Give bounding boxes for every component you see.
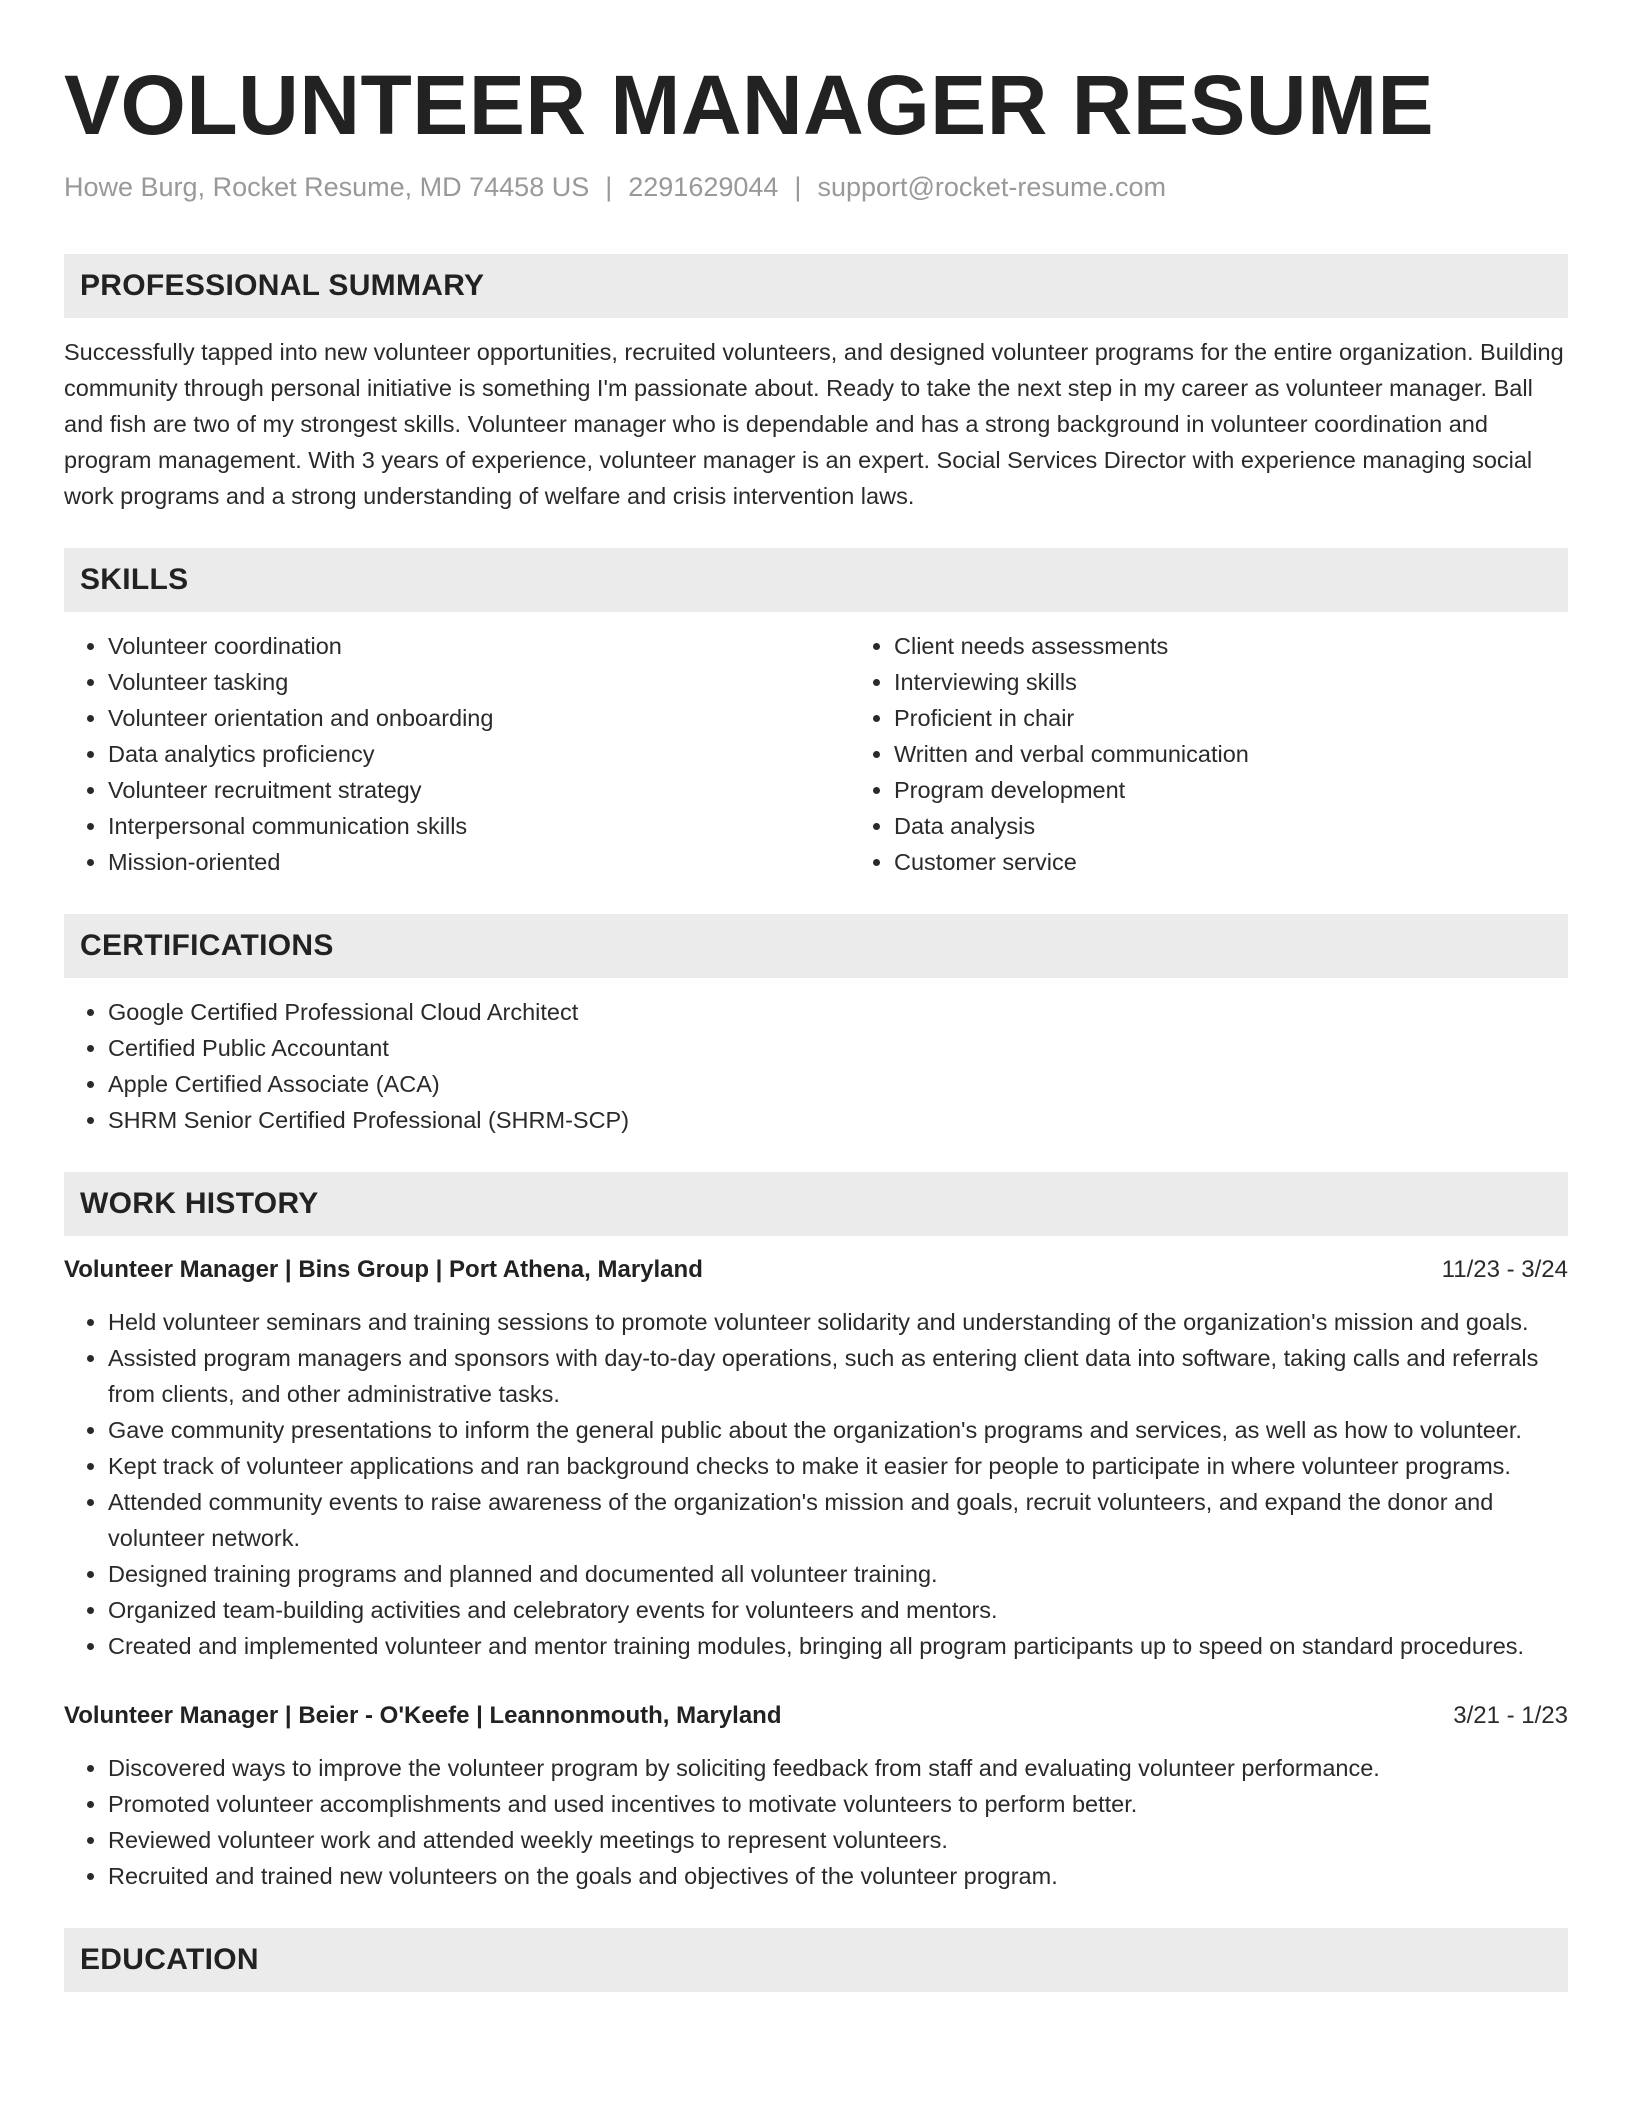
skill-item: • Client needs assessments [894, 628, 1632, 664]
job-bullet: • Gave community presentations to inform the general public about the organization's programs and services, as well as how to volunteer. [108, 1412, 1568, 1448]
contact-email: support@rocket-resume.com [817, 172, 1166, 202]
education-section-header: EDUCATION [64, 1928, 1568, 1992]
job-bullet: • Designed training programs and planned and documented all volunteer training. [108, 1556, 1568, 1592]
job-header [64, 1252, 1568, 1288]
skills-section-header: SKILLS [64, 548, 1568, 612]
contact-separator: | [605, 172, 613, 202]
job-bullets [64, 1750, 1568, 1894]
contact-line [64, 170, 1568, 204]
job-bullet: • Held volunteer seminars and training sessions to promote volunteer solidarity and understanding of the organization's mission and goals. [108, 1304, 1568, 1340]
job-dates: 3/21 - 1/23 [1453, 1702, 1568, 1729]
skill-item: • Volunteer recruitment strategy [108, 772, 850, 808]
skill-item: • Interpersonal communication skills [108, 808, 850, 844]
certification-item: • Certified Public Accountant [108, 1030, 1568, 1066]
certifications-list [64, 994, 1568, 1138]
skills-list-right [850, 628, 1632, 880]
certification-item: • Google Certified Professional Cloud Architect [108, 994, 1568, 1030]
job-bullet: • Discovered ways to improve the volunteer program by soliciting feedback from staff and evaluating volunteer performance. [108, 1750, 1568, 1786]
skills-grid [64, 628, 1568, 880]
resume-page [64, 0, 1568, 1992]
skill-item: • Proficient in chair [894, 700, 1632, 736]
skill-item: • Volunteer coordination [108, 628, 850, 664]
skill-item: • Data analytics proficiency [108, 736, 850, 772]
work-history-section-header: WORK HISTORY [64, 1172, 1568, 1236]
job-dates: 11/23 - 3/24 [1441, 1256, 1568, 1283]
job-bullet: • Assisted program managers and sponsors with day-to-day operations, such as entering client data into software, taking calls and referrals from clients, and other administrative tasks. [108, 1340, 1568, 1412]
job-title: Volunteer Manager | Beier - O'Keefe | Leannonmouth, Maryland [64, 1702, 782, 1729]
job-bullet: • Kept track of volunteer applications and ran background checks to make it easier for people to participate in where volunteer programs. [108, 1448, 1568, 1484]
resume-title: VOLUNTEER MANAGER RESUME [64, 58, 1435, 152]
skill-item: • Volunteer tasking [108, 664, 850, 700]
skill-item: • Program development [894, 772, 1632, 808]
contact-separator: | [794, 172, 802, 202]
skill-item: • Data analysis [894, 808, 1632, 844]
job-bullet: • Organized team-building activities and celebratory events for volunteers and mentors. [108, 1592, 1568, 1628]
summary-section-header: PROFESSIONAL SUMMARY [64, 254, 1568, 318]
certification-item: • SHRM Senior Certified Professional (SHRM-SCP) [108, 1102, 1568, 1138]
skills-list-left [64, 628, 850, 880]
job-entry [64, 1252, 1568, 1664]
skill-item: • Customer service [894, 844, 1632, 880]
summary-text: Successfully tapped into new volunteer opportunities, recruited volunteers, and designed volunteer programs for the entire organization. Building community through personal initiative is something I'm passionate about. Ready to take the next step in my career as volunteer manager. Ball and fish are two of my strongest skills. Volunteer manager who is dependable and has a strong background in volunteer coordination and program management. With 3 years of experience, volunteer manager is an expert. Social Services Director with experience managing social work programs and a strong understanding of welfare and crisis intervention laws. [64, 339, 1564, 509]
job-title: Volunteer Manager | Bins Group | Port Athena, Maryland [64, 1256, 703, 1283]
contact-address: Howe Burg, Rocket Resume, MD 74458 US [64, 172, 590, 202]
certification-item: • Apple Certified Associate (ACA) [108, 1066, 1568, 1102]
job-bullet: • Reviewed volunteer work and attended weekly meetings to represent volunteers. [108, 1822, 1568, 1858]
skill-item: • Mission-oriented [108, 844, 850, 880]
job-bullet: • Promoted volunteer accomplishments and used incentives to motivate volunteers to perform better. [108, 1786, 1568, 1822]
skill-item: • Volunteer orientation and onboarding [108, 700, 850, 736]
skill-item: • Written and verbal communication [894, 736, 1632, 772]
contact-phone: 2291629044 [628, 172, 779, 202]
job-bullet: • Recruited and trained new volunteers on the goals and objectives of the volunteer program. [108, 1858, 1568, 1894]
skill-item: • Interviewing skills [894, 664, 1632, 700]
certifications-section-header: CERTIFICATIONS [64, 914, 1568, 978]
job-bullet: • Created and implemented volunteer and mentor training modules, bringing all program participants up to speed on standard procedures. [108, 1628, 1568, 1664]
job-header [64, 1698, 1568, 1734]
job-bullet: • Attended community events to raise awareness of the organization's mission and goals, recruit volunteers, and expand the donor and volunteer network. [108, 1484, 1568, 1556]
job-bullets [64, 1304, 1568, 1664]
job-entry [64, 1698, 1568, 1894]
